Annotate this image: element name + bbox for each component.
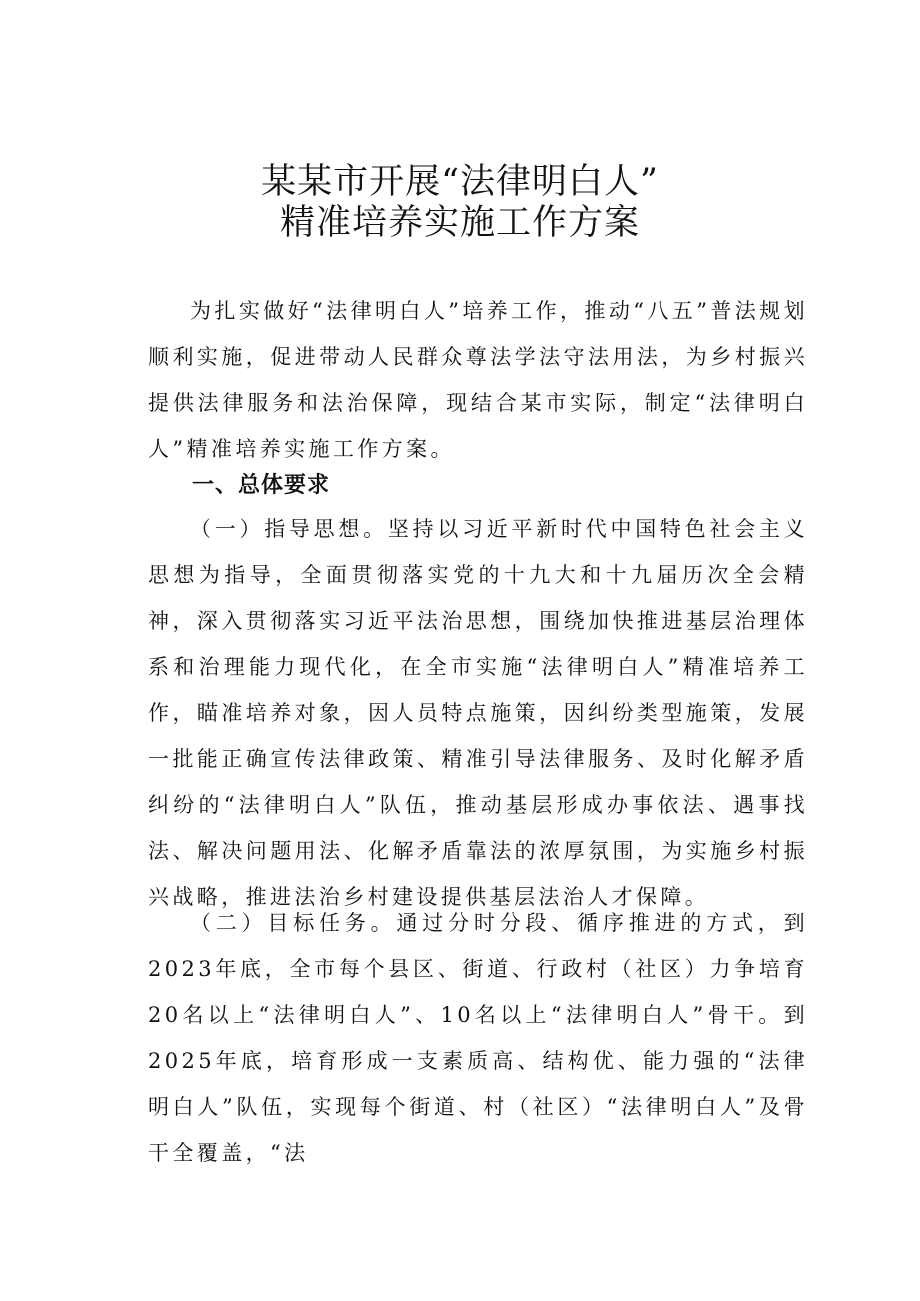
document-title-line-1: 某某市开展“法律明白人” [261,162,659,202]
intro-paragraph: 为扎实做好“法律明白人”培养工作，推动“八五”普法规划顺利实施，促进带动人民群众尊法学法守法用法，为乡村振兴提供法律服务和法治保障，现结合某市实际，制定“法律明白人”精准培养实施工作方案。 [148,299,808,461]
document-title-line-2: 精准培养实施工作方案 [279,203,640,243]
paragraph-goals-tasks: （二）目标任务。通过分时分段、循序推进的方式，到2023年底，全市每个县区、街道、行政村（社区）力争培育20名以上“法律明白人”、10名以上“法律明白人”骨干。到2025年底，培育形成一支素质高、结构优、能力强的“法律明白人”队伍，实现每个街道、村（社区）“法律明白人”及骨干全覆盖，“法 [148,911,808,1165]
section-heading-general-requirements: 一、总体要求 [192,473,331,498]
paragraph-guiding-ideology: （一）指导思想。坚持以习近平新时代中国特色社会主义思想为指导，全面贯彻落实党的十九大和十九届历次全会精神，深入贯彻落实习近平法治思想，围绕加快推进基层治理体系和治理能力现代化，在全市实施“法律明白人”精准培养工作，瞄准培养对象，因人员特点施策，因纠纷类型施策，发展一批能正确宣传法律政策、精准引导法律服务、及时化解矛盾纠纷的“法律明白人”队伍，推动基层形成办事依法、遇事找法、解决问题用法、化解矛盾靠法的浓厚氛围，为实施乡村振兴战略，推进法治乡村建设提供基层法治人才保障。 [148,517,808,909]
